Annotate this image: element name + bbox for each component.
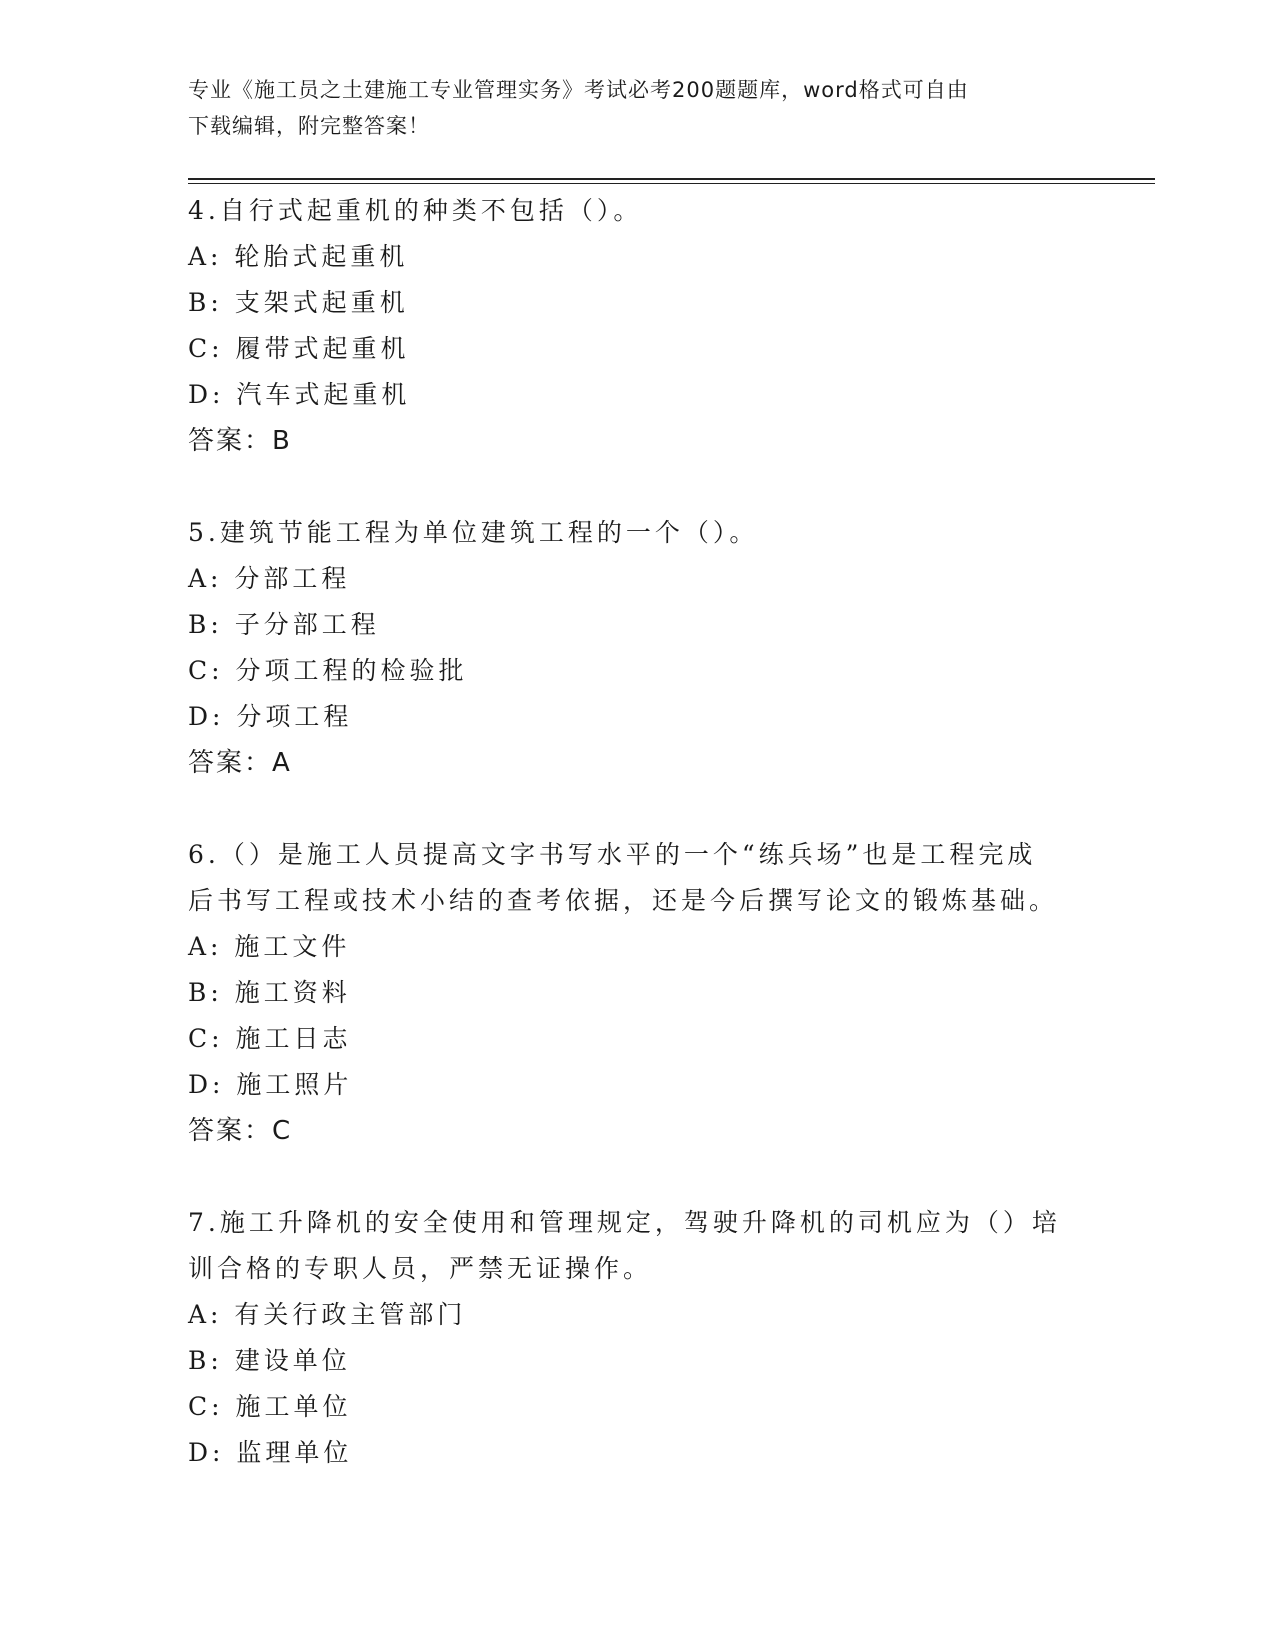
question-5 (188, 510, 1068, 786)
option-c: C: 履带式起重机 (188, 334, 410, 363)
option-c: C: 施工日志 (188, 1024, 352, 1053)
option-a: A: 施工文件 (188, 932, 351, 961)
option-b: B: 支架式起重机 (188, 288, 409, 317)
header-line-1: 专业《施工员之土建施工专业管理实务》考试必考200题题库，word格式可自由 (188, 78, 969, 102)
option-a: A: 轮胎式起重机 (188, 242, 409, 271)
question-7 (188, 1200, 1068, 1476)
question-stem: 5.建筑节能工程为单位建筑工程的一个（）。 (188, 518, 759, 547)
document-header (188, 72, 1068, 144)
option-d: D: 汽车式起重机 (188, 380, 411, 409)
option-c: C: 施工单位 (188, 1392, 352, 1421)
question-list (188, 188, 1068, 1476)
option-a: A: 有关行政主管部门 (188, 1300, 467, 1329)
question-stem: 4.自行式起重机的种类不包括（）。 (188, 196, 643, 225)
question-4 (188, 188, 1068, 464)
answer: 答案：A (188, 748, 292, 778)
question-stem-line-1: 7.施工升降机的安全使用和管理规定，驾驶升降机的司机应为（）培 (188, 1208, 1061, 1237)
answer: 答案：C (188, 1116, 293, 1146)
option-b: B: 子分部工程 (188, 610, 380, 639)
option-b: B: 施工资料 (188, 978, 351, 1007)
option-d: D: 监理单位 (188, 1438, 353, 1467)
header-divider-thin (188, 183, 1155, 184)
question-stem-line-2: 后书写工程或技术小结的查考依据，还是今后撰写论文的锻炼基础。 (188, 886, 1059, 915)
answer: 答案：B (188, 426, 292, 456)
option-c: C: 分项工程的检验批 (188, 656, 468, 685)
header-line-2: 下载编辑，附完整答案！ (188, 114, 430, 138)
option-d: D: 分项工程 (188, 702, 353, 731)
option-a: A: 分部工程 (188, 564, 351, 593)
question-stem-line-2: 训合格的专职人员，严禁无证操作。 (188, 1254, 653, 1283)
question-6 (188, 832, 1068, 1154)
option-d: D: 施工照片 (188, 1070, 353, 1099)
option-b: B: 建设单位 (188, 1346, 351, 1375)
header-divider-thick (188, 178, 1155, 180)
question-stem-line-1: 6.（）是施工人员提高文字书写水平的一个“练兵场”也是工程完成 (188, 840, 1037, 869)
